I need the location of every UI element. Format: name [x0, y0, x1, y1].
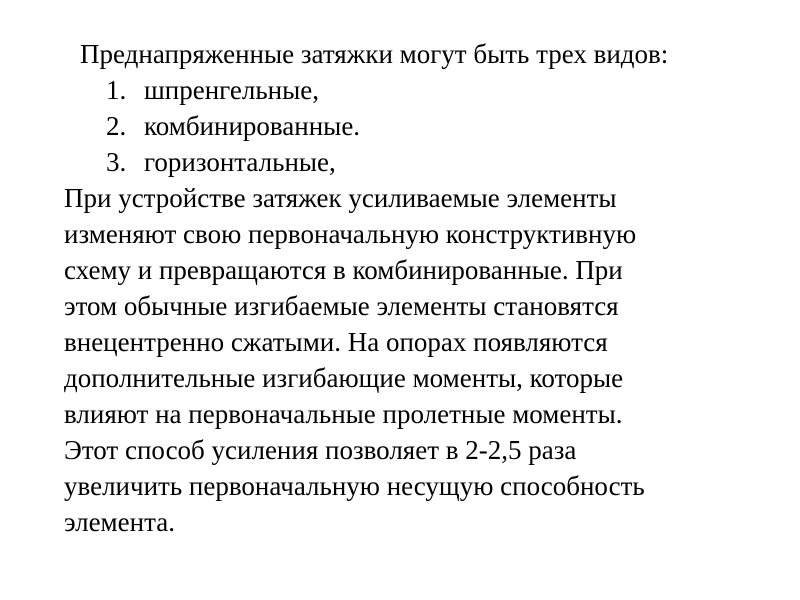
- body-paragraph: [64, 180, 645, 540]
- list-item-number: 2.: [106, 111, 127, 141]
- body-line: элемента.: [64, 507, 175, 537]
- list-item: [106, 108, 360, 144]
- body-line: внецентренно сжатыми. На опорах появляются: [64, 327, 608, 357]
- body-line: изменяют свою первоначальную конструктивную: [64, 219, 637, 249]
- list-item-text: шпренгельные,: [144, 75, 319, 105]
- list-item: [106, 72, 360, 108]
- list-item-number: 3.: [106, 147, 127, 177]
- types-list: [106, 72, 360, 180]
- list-item: [106, 144, 360, 180]
- body-line: влияют на первоначальные пролетные моменты.: [64, 399, 623, 429]
- body-line: дополнительные изгибающие моменты, которые: [64, 363, 624, 393]
- list-item-text: комбинированные.: [144, 111, 361, 141]
- body-line: этом обычные изгибаемые элементы становятся: [64, 291, 619, 321]
- body-line: При устройстве затяжек усиливаемые элементы: [64, 183, 617, 213]
- body-line: увеличить первоначальную несущую способность: [64, 471, 645, 501]
- body-line: схему и превращаются в комбинированные. При: [64, 255, 623, 285]
- body-line: Этот способ усиления позволяет в 2-2,5 раза: [64, 435, 577, 465]
- list-item-text: горизонтальные,: [144, 147, 336, 177]
- list-item-number: 1.: [106, 75, 127, 105]
- intro-text: Преднапряженные затяжки могут быть трех видов:: [80, 39, 669, 69]
